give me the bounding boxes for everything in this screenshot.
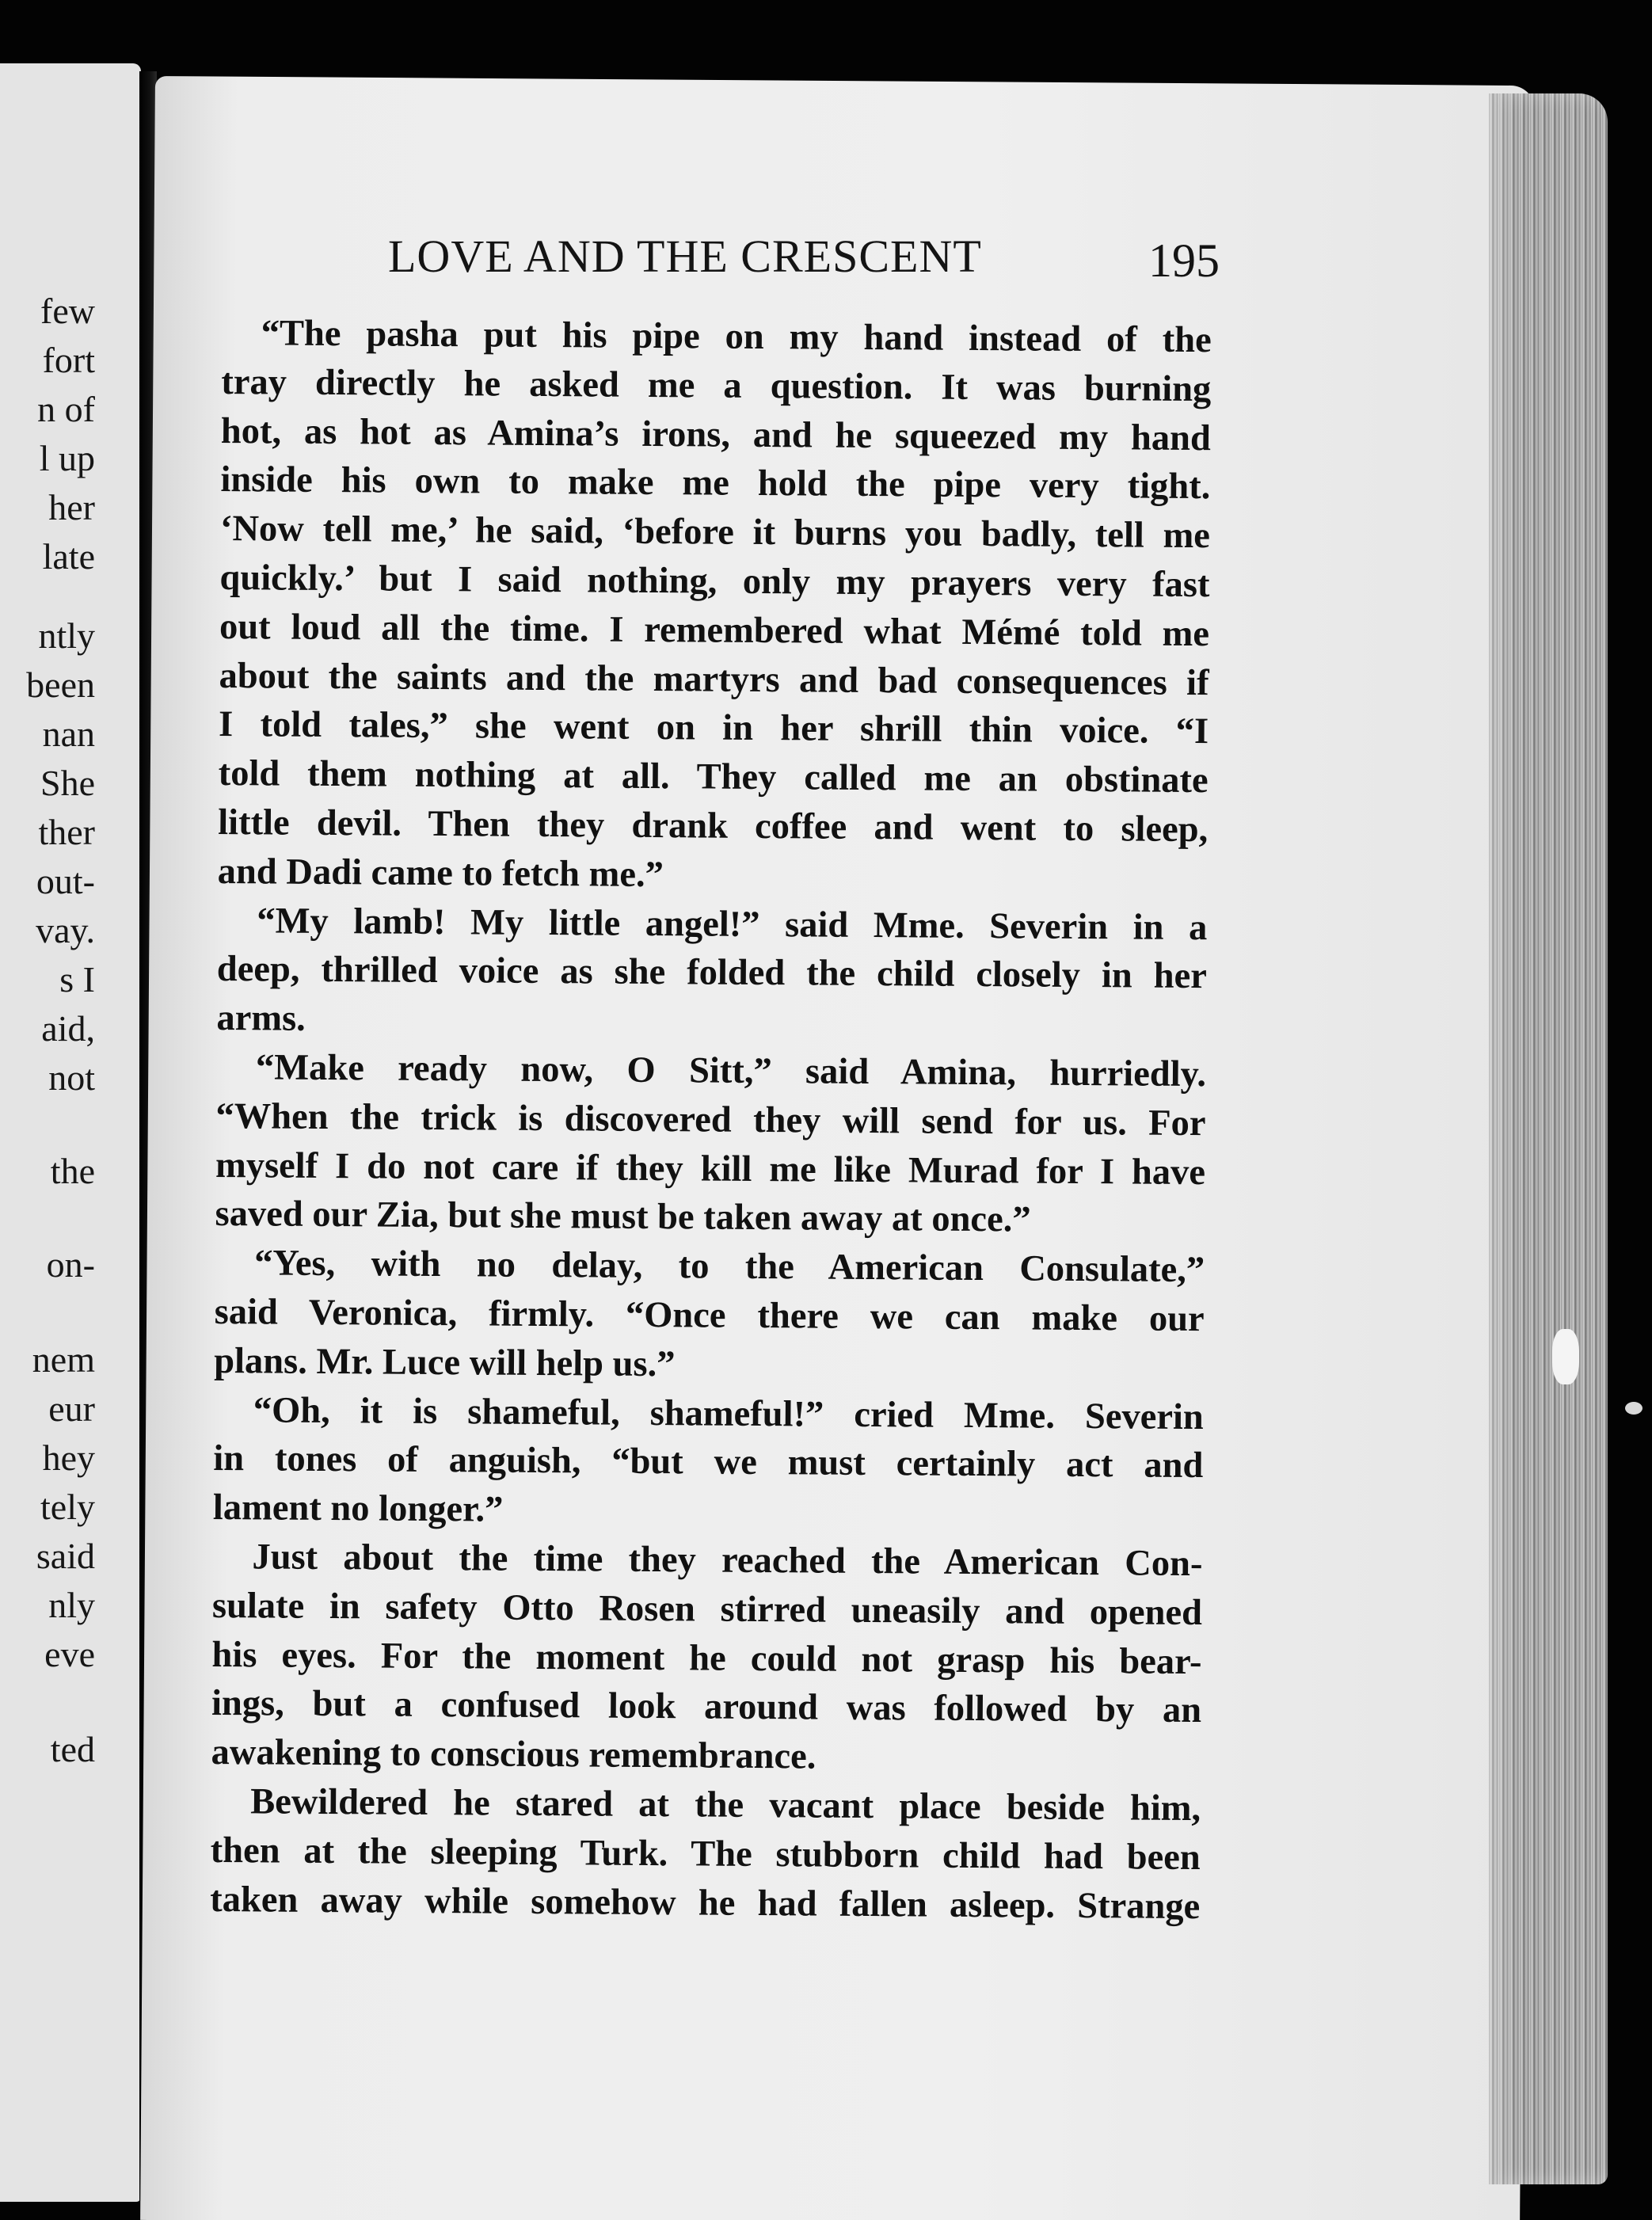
paper-spot: [1552, 1329, 1579, 1384]
previous-page-fragment: [0, 63, 141, 2202]
text-line: inside his own to make me hold the pipe very tight.: [220, 459, 1211, 508]
text-line: Bewildered he stared at the vacant place beside him,: [249, 1781, 1201, 1830]
text-line: said Veronica, firmly. “Once there we can make our: [214, 1291, 1205, 1340]
text-line: little devil. Then they drank coffee and went to sleep,: [218, 802, 1209, 851]
previous-page-line-fragment: ther: [38, 812, 95, 852]
previous-page-line-fragment: She: [40, 763, 95, 803]
text-line: and Dadi came to fetch me.”: [217, 851, 664, 895]
previous-page-line-fragment: her: [48, 487, 95, 527]
text-line: quickly.’ but I said nothing, only my prayers very fast: [219, 557, 1210, 606]
text-line: taken away while somehow he had fallen asleep. Strange: [210, 1879, 1201, 1927]
text-line: lament no longer.”: [212, 1487, 504, 1530]
previous-page-line-fragment: out-: [36, 861, 95, 901]
previous-page-line-fragment: vay.: [36, 910, 95, 950]
previous-page-line-fragment: hey: [42, 1437, 95, 1478]
previous-page-line-fragment: ntly: [38, 615, 95, 656]
text-line: ‘Now tell me,’ he said, ‘before it burns you badly, tell me: [219, 508, 1211, 557]
previous-page-line-fragment: n of: [37, 389, 95, 429]
previous-page-line-fragment: been: [26, 664, 95, 705]
text-line: plans. Mr. Luce will help us.”: [214, 1340, 676, 1384]
previous-page-line-fragment: s I: [59, 959, 95, 1000]
text-line: out loud all the time. I remembered what Mémé told me: [219, 606, 1210, 654]
previous-page-line-fragment: the: [50, 1151, 95, 1191]
previous-page-line-fragment: nan: [42, 714, 95, 754]
previous-page-line-fragment: fort: [42, 340, 95, 380]
previous-page-line-fragment: not: [48, 1057, 95, 1098]
paper-speck: [1625, 1402, 1642, 1415]
text-line: saved our Zia, but she must be taken away at once.”: [215, 1194, 1031, 1240]
text-line: “Yes, with no delay, to the American Consulate,”: [253, 1243, 1205, 1291]
text-line: ings, but a confused look around was followed by an: [211, 1683, 1202, 1731]
text-line: myself I do not care if they kill me like Murad for I have: [215, 1144, 1206, 1193]
text-line: in tones of anguish, “but we must certainly act and: [213, 1438, 1204, 1487]
text-line: told them nothing at all. They called me an obstinate: [218, 753, 1209, 802]
text-line: Just about the time they reached the American Con-: [252, 1536, 1203, 1585]
previous-page-line-fragment: few: [40, 291, 95, 331]
previous-page-line-fragment: late: [42, 536, 95, 577]
previous-page-line-fragment: eve: [44, 1634, 95, 1674]
text-line: arms.: [216, 998, 306, 1039]
previous-page-line-fragment: aid,: [41, 1008, 95, 1049]
text-line: “The pasha put his pipe on my hand instead of the: [261, 313, 1212, 361]
text-line: “Oh, it is shameful, shameful!” cried Mme. Severin: [253, 1389, 1204, 1437]
previous-page-line-fragment: tely: [40, 1487, 95, 1527]
previous-page-line-fragment: eur: [48, 1388, 95, 1429]
previous-page-line-fragment: said: [36, 1536, 95, 1576]
text-line: about the saints and the martyrs and bad consequences if: [219, 655, 1209, 703]
text-line: tray directly he asked me a question. It was burning: [221, 361, 1212, 409]
running-head: LOVE AND THE CRESCENT: [388, 230, 982, 282]
text-line: hot, as hot as Amina’s irons, and he squeezed my hand: [220, 410, 1212, 459]
text-line: sulate in safety Otto Rosen stirred uneasily and opened: [211, 1585, 1203, 1633]
previous-page-line-fragment: ted: [50, 1729, 95, 1769]
text-line: awakening to conscious remembrance.: [211, 1732, 816, 1777]
text-line: deep, thrilled voice as she folded the child closely in her: [216, 949, 1208, 997]
body-text: [210, 309, 1212, 1931]
text-line: then at the sleeping Turk. The stubborn child had been: [210, 1830, 1201, 1878]
text-line: “Make ready now, O Sitt,” said Amina, hurriedly.: [255, 1047, 1207, 1095]
page-number: 195: [1148, 234, 1220, 287]
previous-page-line-fragment: nem: [32, 1339, 95, 1380]
text-line: “My lamb! My little angel!” said Mme. Severin in a: [257, 900, 1208, 948]
text-line: his eyes. For the moment he could not grasp his bear-: [211, 1634, 1202, 1682]
page-fore-edge: [1489, 93, 1608, 2184]
text-line: I told tales,” she went on in her shrill thin voice. “I: [218, 704, 1209, 752]
previous-page-line-fragment: l up: [39, 438, 95, 478]
text-line: “When the trick is discovered they will send for us. For: [215, 1095, 1206, 1144]
previous-page-line-fragment: on-: [46, 1244, 95, 1285]
previous-page-line-fragment: nly: [48, 1585, 95, 1625]
